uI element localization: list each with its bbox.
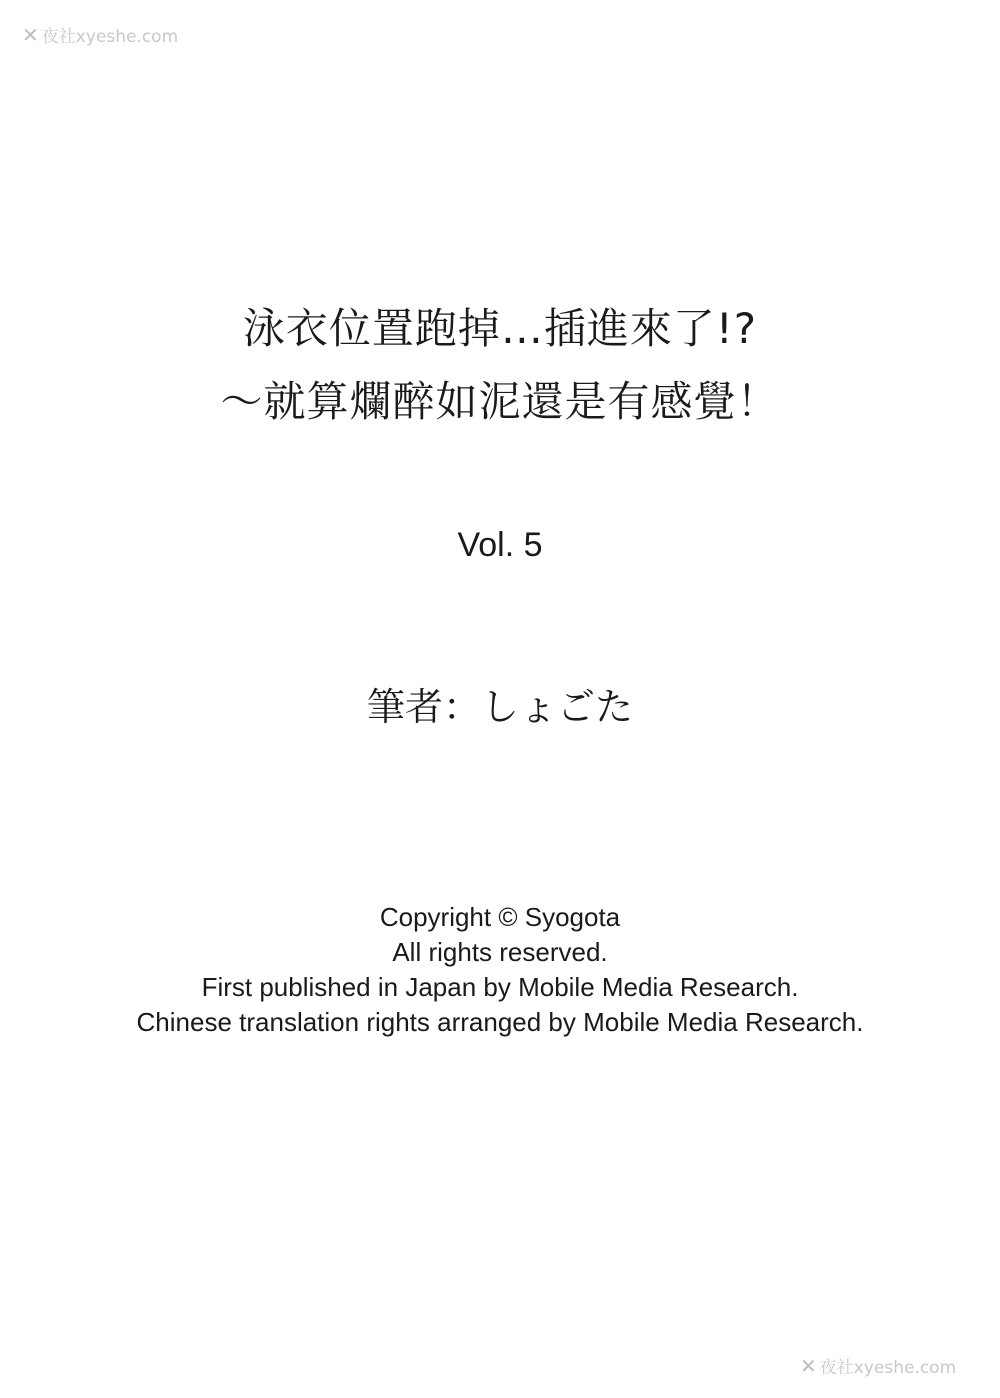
- copyright-line-3: First published in Japan by Mobile Media Research.: [201, 972, 799, 1002]
- x-logo-icon: ✕: [800, 1353, 817, 1378]
- copyright-line-1: Copyright © Syogota: [379, 902, 621, 932]
- copyright-line-2: All rights reserved.: [392, 937, 608, 967]
- author-credit: 筆者：しょごた: [366, 685, 633, 729]
- watermark-bottom: [800, 1353, 956, 1378]
- watermark-bottom-text: 夜社xyeshe.com: [819, 1358, 957, 1378]
- x-logo-icon: ✕: [22, 22, 39, 47]
- copyright-line-4: Chinese translation rights arranged by Mobile Media Research.: [136, 1007, 864, 1037]
- watermark-top: [22, 22, 178, 47]
- title-line-1: 泳衣位置跑掉…插進來了!?: [242, 304, 758, 353]
- title-line-2: ～就算爛醉如泥還是有感覺！: [220, 377, 780, 426]
- copyright-block: [0, 900, 1000, 1040]
- volume-number: Vol. 5: [457, 526, 543, 564]
- watermark-top-text: 夜社xyeshe.com: [41, 27, 179, 47]
